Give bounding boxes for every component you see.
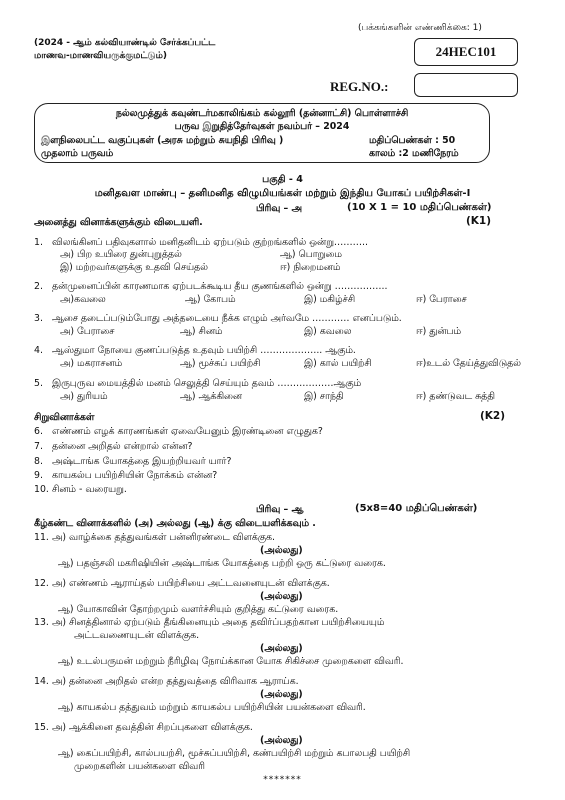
mcq-option: அ) பேராசை: [60, 326, 115, 337]
essay-question-a: 11. அ) வாழ்க்கை தத்துவங்கள் பன்னிரண்டை விளக்குக.: [34, 532, 276, 543]
essay-question-a: 14. அ) தன்னை அறிதல் என்ற தத்துவத்தை விரிவாக ஆராய்க.: [34, 676, 299, 687]
short-answers-title: சிறுவினாக்கள்: [34, 412, 95, 423]
or-label: (அல்லது): [260, 545, 303, 556]
batch-line-1: (2024 - ஆம் கல்வியாண்டில் சேர்க்கப்பட்ட: [34, 38, 216, 48]
mcq-option: அ) பிற உயிரை துன்புறுத்தல்: [60, 249, 182, 260]
mcq-option: அ) துரியம்: [60, 391, 108, 402]
mcq-option: அ)கவலை: [60, 294, 106, 305]
subject-title: மனிதவள மாண்பு – தனிமனித விழுமியங்கள் மற்றும் இந்திய யோகப் பயிற்சிகள்-I: [94, 188, 471, 199]
reg-no-box[interactable]: [414, 73, 518, 97]
short-question: 8. அஷ்டாங்க யோகத்தை இயற்றியவர் யார்?: [34, 456, 232, 467]
duration-label: காலம் :2 மணிநேரம்: [369, 148, 459, 159]
college-name: நல்லமுத்துக் கவுண்டர்மகாலிங்கம் கல்லூரி (தன்னாட்சி) பொள்ளாச்சி: [115, 108, 409, 119]
section-a-marks: (10 X 1 = 10 மதிப்பெண்கள்): [347, 202, 492, 213]
mcq-option: ஈ) துன்பம்: [416, 326, 461, 337]
section-b-marks: (5x8=40 மதிப்பெண்கள்): [355, 503, 478, 514]
mcq-question: 2. தன்முனைப்பின் காரணமாக ஏற்படக்கூடிய தீய குணங்களில் ஒன்று ……………..: [34, 281, 388, 292]
essay-question-a: 13. அ) சினத்தினால் ஏற்படும் தீங்கினையும் அதை தவிர்ப்பதற்கான பயிற்சியையும்: [34, 617, 385, 628]
or-label: (அல்லது): [260, 591, 303, 602]
section-b-title: பிரிவு – ஆ: [256, 504, 304, 515]
essay-question-b: ஆ) காயகல்ப தத்துவம் மற்றும் காயகல்ப பயிற்சியின் பயன்களை விவரி.: [58, 702, 366, 713]
essay-question-b: ஆ) பதஞ்சலி மகரிஷியின் அஷ்டாங்க யோகத்தை பற்றி ஒரு கட்டுரை வரைக.: [58, 558, 386, 569]
mcq-option: இ) கவலை: [304, 326, 352, 337]
essay-question-b: ஆ) உடல்பருமன் மற்றும் நீரிழிவு நோய்க்கான யோக சிகிச்சை முறைகளை விவரி.: [58, 656, 404, 667]
mcq-question: 5. இருபுருவ மையத்தில் மனம் செலுத்தி செய்யும் தவம் ………………ஆகும்: [34, 378, 362, 389]
essay-question-a: 12. அ) எண்ணம் ஆராய்தல் பயிற்சியை அட்டவனையுடன் விளக்குக.: [34, 578, 330, 589]
mcq-option: இ) சாந்தி: [304, 391, 344, 402]
mcq-option: ஈ) தண்டுவட சுத்தி: [416, 391, 495, 402]
mcq-option: இ) கால் பயிற்சி: [304, 358, 372, 369]
or-label: (அல்லது): [260, 735, 303, 746]
mcq-option: இ) மற்றவர்களுக்கு உதவி செய்தல்: [60, 262, 208, 273]
mcq-option: அ) மகராசனம்: [60, 358, 123, 369]
end-of-paper-mark: *******: [263, 775, 302, 785]
mcq-option: ஆ) கோபம்: [185, 294, 236, 305]
section-b-instruction: கீழ்கண்ட வினாக்களில் (அ) அல்லது (ஆ) க்கு விடையளிக்கவும் .: [34, 518, 316, 529]
mcq-question: 3. ஆசை தடைப்படும்போது அத்தடையை நீக்க எழும் அர்வமே ………… எனப்படும்.: [34, 313, 402, 324]
mcq-option: ஆ) சினம்: [180, 326, 223, 337]
or-label: (அல்லது): [260, 643, 303, 654]
essay-question-b-cont: முறைகளின் பயன்களை விவரி: [74, 761, 205, 772]
or-label: (அல்லது): [260, 689, 303, 700]
section-a-title: பிரிவு – அ: [256, 203, 302, 214]
essay-question-a: 15. அ) ஆக்கினை தவத்தின் சிறப்புகளை விளக்குக.: [34, 722, 253, 733]
part-label: பகுதி - 4: [262, 174, 303, 185]
section-a-instruction: அனைத்து வினாக்களுக்கும் விடையளி.: [34, 217, 203, 228]
course-code-box: [414, 38, 518, 66]
mcq-option: ஈ) பேராசை: [416, 294, 467, 305]
mcq-option: ஆ) மூச்சுப் பயிற்சி: [180, 358, 261, 369]
short-question: 9. காயகல்ப பயிற்சியின் நோக்கம் என்ன?: [34, 470, 218, 481]
semester-label: முதலாம் பருவம்: [41, 148, 114, 159]
mcq-option: ஈ)உடல் தேய்த்துவிடுதல்: [416, 358, 521, 369]
exam-title: பருவ இறுதித்தேர்வுகள் நவம்பர் – 2024: [174, 121, 350, 132]
short-question: 10. சினம் - வரையறு.: [34, 484, 127, 495]
mcq-option: ஈ) நிறைமனம்: [280, 262, 341, 273]
mcq-question: 4. ஆஸ்துமா நோயை குணப்படுத்த உதவும் பயிற்சி ……………….. ஆகும்.: [34, 345, 356, 356]
short-question: 6. எண்ணம் எழக் காரணங்கள் ஏவையேனும் இரண்டினை எழுதுக?: [34, 426, 323, 437]
mcq-option: ஆ) பொறுமை: [280, 249, 342, 260]
short-question: 7. தன்னை அறிதல் என்றால் என்ன?: [34, 441, 193, 452]
max-marks: மதிப்பெண்கள் : 50: [369, 135, 456, 146]
essay-question-b: ஆ) கைப்பயிற்சி, கால்பயற்சி, மூச்சுப்பயிற்சி, கண்பயிற்சி மற்றும் கபாலபதி பயிற்சி: [58, 748, 411, 759]
batch-line-2: மாணவ-மாணவியருக்குமட்டும்): [34, 51, 167, 61]
college-info-box: [34, 103, 490, 163]
classes-label: இளநிலைபட்ட வகுப்புகள் (அரசு மற்றும் சுயநிதி பிரிவு ): [41, 135, 284, 146]
mcq-question: 1. விலங்கினப் பதிவுகளால் மனிதனிடம் ஏற்படும் குற்றங்களில் ஒன்று………..: [34, 237, 368, 248]
page-count: (பக்கங்களின் எண்ணிக்கை: 1): [358, 23, 482, 33]
mcq-option: ஆ) ஆக்கினை: [180, 391, 242, 402]
reg-no-label: REG.NO.:: [330, 79, 389, 94]
mcq-option: இ) மகிழ்ச்சி: [304, 294, 356, 305]
essay-question-a-cont: அட்டவணையுடன் விளக்குக.: [74, 630, 200, 641]
course-code: 24HEC101: [435, 44, 497, 59]
section-a-level: (K1): [466, 215, 492, 227]
essay-question-b: ஆ) யோகாவின் தோற்றமும் வளர்ச்சியும் குறித்து கட்டுரை வரைக.: [58, 604, 339, 615]
short-answers-level: (K2): [480, 410, 506, 422]
